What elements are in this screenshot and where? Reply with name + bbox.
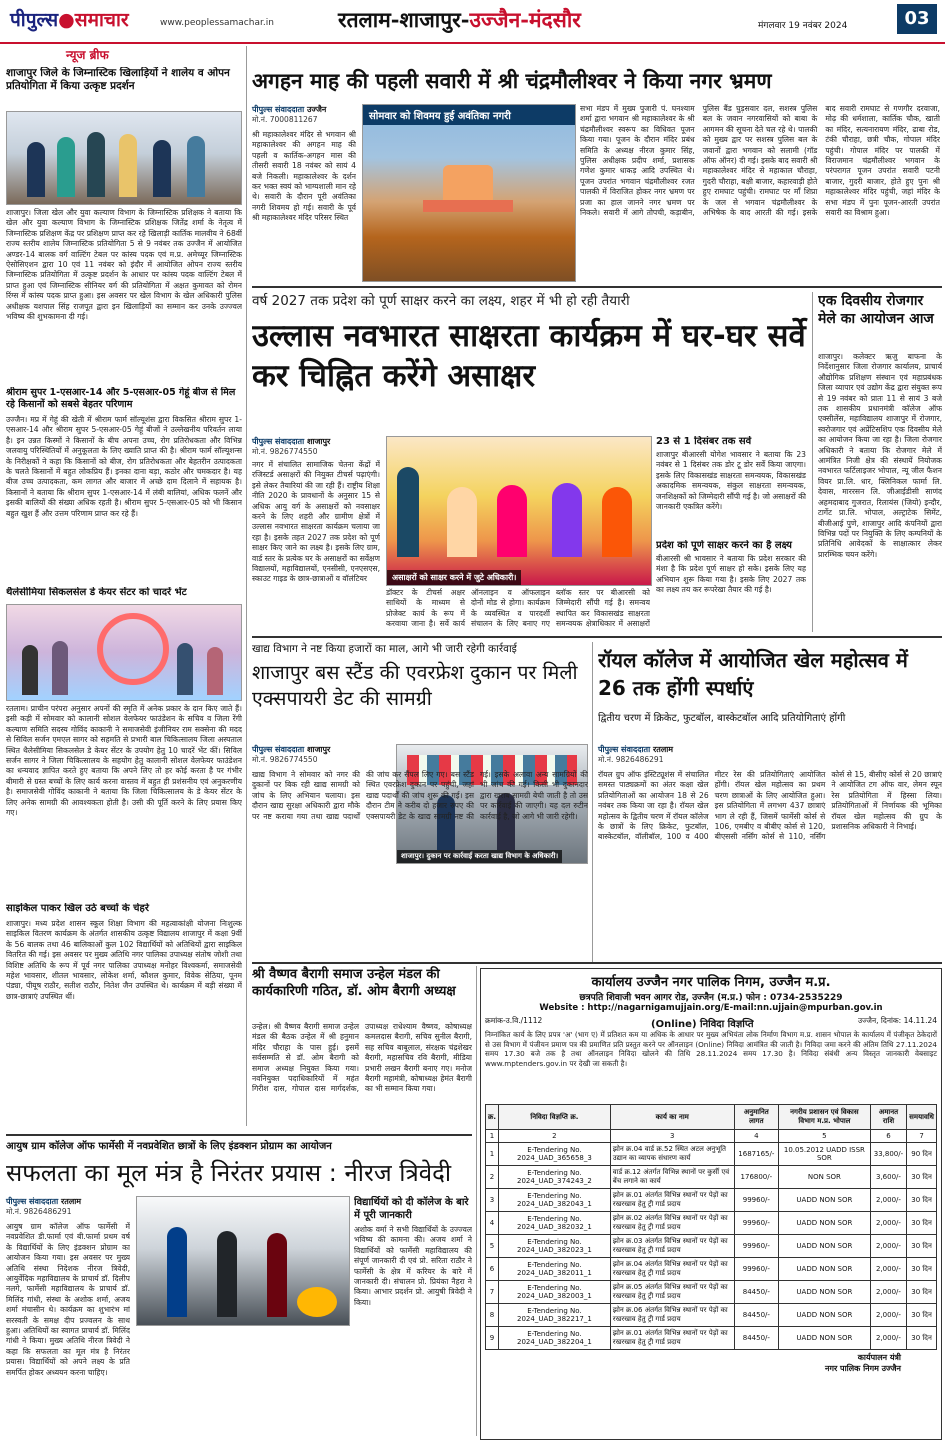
masthead bbox=[0, 0, 945, 44]
tender-table-cell: E-Tendering No. 2024_UAD_365658_3 bbox=[499, 1143, 611, 1166]
gymnastics-photo bbox=[6, 111, 242, 205]
story7-body-cont bbox=[136, 1328, 348, 1438]
story1-body-right: सभा मंडप में मुख्य पुजारी पं. घनश्याम शर्मा द्वारा भगवान श्री महाकालेश्वर के श्री चंद्रमौलीश्वर स्वरूप का विधिवत पूजन किया गया। पूजन के दौरान मंदिर प्रबंध समिति के अध्यक्ष नीरज कुमार सिंह, पुलिस अधीक्षक प्रदीप शर्मा, प्रशासक गणेश कुमार धाकड़ आदि उपस्थित थे। पूजन उपरांत भगवान चंद्रमौलीश्वर रजत पालकी में विराजित होकर नगर भ्रमण पर प्रजा का हाल जानने नगर भ्रमण पर निकले। सवारी में आगे तोपची, कड़ाबीन, पुलिस बैंड घुड़सवार दल, सशस्त्र पुलिस बल के जवान नगरवासियों को बाबा के आगमन की सूचना देते चल रहे थे। पालकी को मुख्य द्वार पर सशस्त्र पुलिस बल के जवानों द्वारा भगवान को सलामी (गॉड ऑफ ऑनर) दी गई। इसके बाद सवारी श्री महाकालेश्वर मंदिर से महाकाल चौराहा, गुदरी चौराहा, बक्षी बाजार, कहारवाड़ी होते हुए रामघाट पहुंची। रामघाट पर माँ शिप्रा के जल से भगवान चंद्रमौलीश्वर के अभिषेक के बाद आरती की गई। इसके बाद सवारी रामघाट से गणगौर दरवाजा, मोढ़ की धर्मशाला, कार्तिक चौक, खाती का मंदिर, सत्यनारायण मंदिर, ढाबा रोड, टंकी चौराहा, छत्री चौक, गोपाल मंदिर पहुंची। गोपाल मंदिर पर पालकी में विराजमान चंद्रमौलीश्वर भगवान के परंपरागत पूजन उपरांत सवारी पटनी बाजार, गुदरी बाजार, होते हुए पुनः श्री महाकालेश्वर मंदिर पहुंची, जहां मंदिर के सभा मंडप में पुनः पूजन-आरती उपरांत सवारी का विश्राम हुआ। bbox=[580, 104, 940, 218]
tender-table-cell: 2,000/- bbox=[870, 1258, 906, 1281]
tender-table-header bbox=[486, 1105, 937, 1130]
tender-table-colnums bbox=[486, 1130, 937, 1143]
tender-table-cell: झोन क्र.05 अंतर्गत विभिन्न स्थानों पर पेड़ों का रखरखाव हेतु ट्री गार्ड प्रदाय bbox=[610, 1281, 734, 1304]
tender-table-cell: झोन क्र.02 अंतर्गत विभिन्न स्थानों पर पेड़ों का रखरखाव हेतु ट्री गार्ड प्रदाय bbox=[610, 1212, 734, 1235]
tender-col-header: नगरीय प्रशासन एवं विकास विभाग म.प्र. भोपाल bbox=[779, 1105, 871, 1130]
story4-byline: पीपुल्स संवाददाता शाजापुर bbox=[252, 745, 331, 754]
tender-table-cell: E-Tendering No. 2024_UAD_382023_1 bbox=[499, 1235, 611, 1258]
page-number: 03 bbox=[897, 4, 937, 34]
tender-table bbox=[485, 1104, 937, 1350]
section-divider bbox=[6, 1134, 472, 1136]
story2-side-b1: शाजापुर बीआरसी योगेश भावसार ने बताया कि 23 नवंबर से 1 दिसंबर तक डोर टू डोर सर्वे किया जाएगा। इसके लिए विकासखंड साक्षरता समन्वयक, विकासखंड अकादमिक समन्वयक, संकुल साक्षरता समन्वयक, जनशिक्षकों को जिम्मेदारी सौंपी गई है। जो असाक्षरों की जानकारी एकत्रित करेंगे। bbox=[656, 450, 806, 512]
story2-sidebar bbox=[656, 436, 806, 618]
story5-subhead: द्वितीय चरण में क्रिकेट, फुटबॉल, बास्केटबॉल आदि प्रतियोगिताएं होंगी bbox=[598, 713, 846, 724]
tender-col-number: 5 bbox=[779, 1130, 871, 1143]
tender-table-cell: 3 bbox=[486, 1189, 499, 1212]
newspaper-logo[interactable]: पीपुल्स●समाचार bbox=[10, 9, 129, 31]
tender-table-cell: झोन क्र.03 अंतर्गत विभिन्न स्थानों पर पेड़ों का रखरखाव हेतु ट्री गार्ड प्रदाय bbox=[610, 1235, 734, 1258]
tender-table-cell: 8 bbox=[486, 1304, 499, 1327]
tender-table-cell: 84450/- bbox=[734, 1327, 778, 1350]
tender-table-row bbox=[486, 1143, 937, 1166]
story4-kicker: खाद्य विभाग ने नष्ट किया हजारों का माल, आगे भी जारी रहेगी कार्रवाई bbox=[252, 643, 517, 655]
tender-table-cell: 30 दिन bbox=[907, 1166, 937, 1189]
tender-table-cell: 3,600/- bbox=[870, 1166, 906, 1189]
brief-headline-2: श्रीराम सुपर 1-एसआर-14 और 5-एसआर-05 गेहूं बीज से मिल रहे किसानों को सबसे बेहतर परिणाम bbox=[6, 387, 236, 410]
story5-place: रतलाम bbox=[652, 745, 674, 754]
edition-title: रतलाम-शाजापुर-उज्जैन-मंदसौर bbox=[338, 7, 581, 32]
brief-body-3: रतलाम। प्राचीन परंपरा अनुसार अपनों की स्मृति में अनेक प्रकार के दान किए जाते हैं। इसी कड़ी में सोमवार को कालानी सोशल वेलफेयर फाउंडेशन के सचिव व जिला रेंगी कल्याण समिति सदस्य गोविंद काकानी ने समाजसेवी इंजीनियर राम सक्सेना की मदद से सिविल सर्जन एमएल सागर को सहमति से प्रभारी बाल चिकित्सालय जिला अस्पताल स्थित थैलेसीमिया सिकलसेल डे केयर सेंटर के उपयोग हेतु 10 चादरें भेंट कीं। सिविल सर्जन सागर ने जिला चिकित्सालय के सहयोग हेतु कालानी सोशल वेलफेयर फाउंडेशन का धन्यवाद ज्ञापित करते हुए बताया कि अपने लिए तो हर कोई करता है पर गंभीर बीमारी से ग्रस्त बच्चों के लिए कार्य करना वास्तव में बहुत ही प्रशंसनीय एवं अनुकरणीय है। समाजसेवी गोविंद काकानी ने बताया कि जिला चिकित्सालय के डे केयर सेंटर के लिए अनेक सामग्री की आवश्यकता होती है। उसी की पूर्ति करने के लिए प्रयास किए गए। bbox=[6, 704, 242, 818]
section-divider bbox=[252, 962, 942, 964]
story2-photo-caption: असाक्षरों को साक्षर करने में जुटे अधिकारी। bbox=[387, 570, 521, 585]
story2-body-mid: डॉक्टर के टीचर्स अक्षर साथियों के माध्यम से प्रोजेक्ट कार्य के रूप में करवाया जाना है। सर्वे कार्य ऑनलाइन व ऑफलाइन दोनों मोड से होगा। कार्यक्रम के व्यवस्थित व पारदर्शी संचालन के लिए बनाए गए bbox=[386, 588, 550, 629]
tender-address: छत्रपति शिवाजी भवन आगर रोड, उज्जैन (म.प्र.) फोन : 0734-2535229 bbox=[579, 993, 843, 1003]
story1-body-left: श्री महाकालेश्वर मंदिर से भगवान श्री महाकालेश्वर की अगहन माह की पहली व कार्तिक-अगहन मास की तीसरी सवारी 18 नवंबर को सायं 4 बजे निकली। महाकालेश्वर के दर्शन कर भक्त स्वयं को भाग्यशाली मान रहे थे। सवारी के दौरान पूरी अवंतिका नगरी शिवमय हो गई। सवारी के पूर्व श्री महाकालेश्वर मंदिर परिसर स्थित bbox=[252, 130, 356, 223]
tender-table-cell: 30 दिन bbox=[907, 1327, 937, 1350]
tender-table-row bbox=[486, 1327, 937, 1350]
tender-notice-text: निम्नांकित कार्य के लिए प्रपत्र 'अ' (भाग ए) में प्रतिशत कम या अधिक के आधार पर मुख्य अभियंता लोक निर्माण विभाग म.प्र. शासन भोपाल के कार्यालय में पंजीकृत ठेकेदारों से उस विभाग में पंजीयन प्रमाण पत्र की प्रमाणित प्रति प्रस्तुत करने पर ऑनलाइन (Online) निविदा आमंत्रित की जाती है। निविदा जमा करने की अंतिम तिथि 27.11.2024 समय 17.30 बजे तक है तथा ऑनलाइन निविदा खोलने की तिथि 28.11.2024 समय 17.30 है। निविदा संबंधी अन्य विस्तृत जानकारी वेबसाइट www.mptenders.gov.in पर देखी जा सकती है। bbox=[485, 1030, 937, 1068]
story4-byline-block bbox=[252, 744, 392, 765]
tender-table-cell: 2,000/- bbox=[870, 1235, 906, 1258]
tender-signature-org: नगर पालिक निगम उज्जैन bbox=[825, 1364, 901, 1373]
section-divider bbox=[252, 286, 942, 288]
tender-table-cell: E-Tendering No. 2024_UAD_382204_1 bbox=[499, 1327, 611, 1350]
tender-signature bbox=[481, 1352, 941, 1374]
tender-table-cell: 30 दिन bbox=[907, 1304, 937, 1327]
story2-body-left: नगर में संचालित सामाजिक चेतना केंद्रों में रजिस्टर्ड असाक्षरों की नियुक्त टीचर्स पढ़ाएंगी। इसे लेकर तैयारियां की जा रही हैं। राष्ट्रीय शिक्षा नीति 2020 के प्रावधानों के अनुसार 15 से अधिक आयु वर्ग के असाक्षरों को नवसाक्षर करने के लिए शहरी और ग्रामीण क्षेत्रों में उल्लास नवभारत साक्षरता कार्यक्रम चलाया जा रहा है। इसके तहत 2027 तक प्रदेश को पूर्ण साक्षर किए जाने का लक्ष्य है। इसके लिए ग्राम, वार्ड स्तर के प्रत्येक घर के असाक्षरों का सर्वेक्षण विद्यालयों, महाविद्यालयों, एनसीसी, एनएसएस, स्काउट गाइड के छात्र-छात्राओं व वॉलंटियर bbox=[252, 460, 380, 584]
story7-mobile: मो.नं. 9826486291 bbox=[6, 1207, 72, 1216]
story2-place: शाजापुर bbox=[306, 437, 331, 446]
story1-photo bbox=[362, 104, 576, 282]
tender-col-header: क्र. bbox=[486, 1105, 499, 1130]
story6-body: उन्हेल। श्री वैष्णव बैरागी समाज उन्हेल मंडल की बैठक उन्हेल में श्री हनुमान मंदिर चौराहा के पास हुई। इसमें सर्वसम्मति से डॉ. ओम बैरागी को समाज अध्यक्ष नियुक्त किया गया। नवनियुक्त पदाधिकारियों में महंत गिरीश दास, गोपाल दास मार्गदर्शक, उपाध्यक्ष राधेश्याम वैष्णव, कोषाध्यक्ष कमलदास बैरागी, सचिव सुनील बैरागी, सह सचिव बाबूलाल, संरक्षक चंद्रशेखर बैरागी, महासचिव रवि बैरागी, मीडिया प्रभारी लखन बैरागी बनाए गए। मनोज बैरागी महामंत्री, कोषाध्यक्ष हेमंत बैरागी का भी सम्मान किया गया। bbox=[252, 1022, 472, 1094]
tender-table-cell: 10.05.2012 UADD ISSR SOR bbox=[779, 1143, 871, 1166]
tender-col-header: समयावधि bbox=[907, 1105, 937, 1130]
tender-table-cell: E-Tendering No. 2024_UAD_382032_1 bbox=[499, 1212, 611, 1235]
section-divider bbox=[252, 636, 942, 638]
story7-place: रतलाम bbox=[60, 1197, 82, 1206]
column-divider bbox=[476, 966, 477, 1436]
story2-body-right: ब्लॉक स्तर पर बीआरसी को जिम्मेदारी सौंपी गई है। समन्वय स्थापित कर विकासखंड साक्षरता समन्वयक क्षेत्राधिकार में असाक्षरों bbox=[556, 588, 650, 629]
tender-website[interactable]: Website : http://nagarnigamujjain.org/E-mail:nn.ujjain@mpurban.gov.in bbox=[539, 1003, 883, 1013]
story5-headline: रॉयल कॉलेज में आयोजित खेल महोत्सव में 26 तक होंगी स्पर्धाएं bbox=[598, 648, 908, 700]
story5-byline-block bbox=[598, 744, 738, 765]
story2-byline: पीपुल्स संवाददाता शाजापुर bbox=[252, 437, 331, 446]
column-divider bbox=[592, 642, 593, 962]
tender-table-cell: UADD NON SOR bbox=[779, 1258, 871, 1281]
tender-table-row bbox=[486, 1235, 937, 1258]
logo-dot-icon: ● bbox=[58, 9, 75, 31]
brief-headline-4: साइकिल पाकर खिल उठे बच्चों के चेहरे bbox=[6, 903, 149, 914]
tender-table-cell: 9 bbox=[486, 1327, 499, 1350]
brief-body-4: शाजापुर। मध्य प्रदेश शासन स्कूल शिक्षा विभाग की महत्वाकांक्षी योजना निःशुल्क साइकिल वितरण कार्यक्रम के अंतर्गत शासकीय उत्कृष्ट विद्यालय शाजापुर में कक्षा 9वीं के 56 बालक तथा 46 बालिकाओं कुल 102 विद्यार्थियों को अतिथियों द्वारा साइकिल वितरित की गई। इस अवसर पर मुख्य अतिथि नगर पालिका उपाध्यक्ष संतोष जोशी तथा विशिष्ट अतिथि के रूप में पूर्व नगर पालिका उपाध्यक्ष मनोहर विश्वकर्मा, समाजसेवी महेश भावसार, शीतल भावसार, लोकेश शर्मा, कौशल कुमार, विवेक सेठिया, पूनम पंड्या, पीयूष राठौर, सतीश राठौर, नितेश जैन उपस्थित थे। कार्यक्रम में बड़ी संख्या में छात्र-छात्राएं उपस्थित थीं। bbox=[6, 919, 242, 1001]
tender-table-cell: UADD NON SOR bbox=[779, 1235, 871, 1258]
story7-sidebar bbox=[354, 1196, 472, 1425]
brief-body-2: उज्जैन। मप्र में गेहूं की खेती में श्रीराम फार्म सॉल्यूशंस द्वारा विकसित श्रीराम सुपर 1-एसआर-14 और श्रीराम सुपर 5-एसआर-05 गेहूं बीजों ने उल्लेखनीय परिवर्तन लाया है। इन उन्नत किस्मों ने किसानों के बीच अपना उच्च, रोग प्रतिरोधकता और विभिन्न जलवायु परिस्थितियों में अनुकूलता के लिए ख्याति प्राप्त की है। श्रीराम फार्म सॉल्यूशन्स के निरीक्षकों ने कहा कि किसानों को बीज, रोग प्रतिरोधकता और बेहतरीन उत्पादकता के चलते किसानों में बहुत लोकप्रिय हैं। इनका दाना बड़ा, कठोर और चमकदार है। यह बीज उच्च उत्पादकता, कम लागत और बाजार में अच्छे दाम दिलाने में सहायक है। किसानों ने बताया कि श्रीराम सुपर 1-एसआर-14 में लंबी बालियां, अधिक फलनें और इसकी बालियों की संख्या अधिक रहती है। श्रीराम सुपर 5-एसआर-05 को भी किसान बहुत खुश हैं और उत्तम परिणाम प्राप्त कर रहे हैं। bbox=[6, 415, 242, 518]
tender-table-cell: 2,000/- bbox=[870, 1212, 906, 1235]
tender-col-header: अमानत राशि bbox=[870, 1105, 906, 1130]
story7-body: आयुष ग्राम कॉलेज ऑफ फार्मेसी में नवप्रवेशित डी.फार्मा एवं बी.फार्मा प्रथम वर्ष के विद्यार्थियों के लिए इंडक्शन प्रोग्राम का आयोजन किया गया। इस अवसर पर मुख्य अतिथि संस्था निदेशक नीरज त्रिवेदी, आयुर्वेदिक महाविद्यालय के प्राचार्य डॉ. दिलीप नलगे, फार्मेसी महाविद्यालय के प्राचार्य डॉ. मिलिंद गांधी, संस्था के अशोक शर्मा, अजय शर्मा मंचासीन थे। कार्यक्रम का शुभारंभ मां सरस्वती के समक्ष दीप प्रज्वलन के साथ हुआ। अतिथियों का स्वागत प्राचार्य डॉ. मिलिंद गांधी ने किया। मुख्य अतिथि नीरज त्रिवेदी ने कहा कि सफलता का मूल मंत्र है निरंतर प्रयास। विद्यार्थियों को अपने लक्ष्य के प्रति समर्पित होकर अध्ययन करना चाहिए। bbox=[6, 1222, 130, 1377]
tender-col-header: निविदा विज्ञप्ति क्र. bbox=[499, 1105, 611, 1130]
tender-table-cell: झोन क्र.04 अंतर्गत विभिन्न स्थानों पर पेड़ों का रखरखाव हेतु ट्री गार्ड प्रदाय bbox=[610, 1258, 734, 1281]
tender-table-cell: 90 दिन bbox=[907, 1143, 937, 1166]
tender-table-cell: UADD NON SOR bbox=[779, 1327, 871, 1350]
story4-mobile: मो.नं. 9826774550 bbox=[252, 755, 318, 764]
brief-body-1: शाजापुर। जिला खेल और युवा कल्याण विभाग के जिम्नास्टिक प्रशिक्षक ने बताया कि खेल और युवा कल्याण विभाग के जिम्नास्टिक प्रशिक्षक जितेंद्र शर्मा के नेतृत्व में जिम्नास्टिक प्रशिक्षण केंद्र पर प्रशिक्षण प्राप्त कर रहे खिलाड़ी कार्तिक मालवीय ने 68वीं राज्य स्तरीय शालेय जिम्नास्टिक प्रतियोगिता 5 से 9 नवंबर तक उज्जैन में आयोजित अण्डर-14 बालक वर्ग वाल्टिंग टेबल पर कांस्य पदक एवं म.प्र. अमेच्यूर जिम्नास्टिक ऐसोसिएशन द्वारा 10 एवं 11 नवंबर को इंदौर में आयोजित ओपन राज्य स्तरीय जिम्नास्टिक प्रतियोगिता में उत्कृष्ट प्रदर्शन के आधार पर कांस्य पदक वाल्टिंग टेबल में प्राप्त हुआ एवं जिम्नास्टिक सीनियर वर्ग की प्रतियोगिता में अक्षत कुमावत को रोमन रिंग्स में कांस्य पदक प्राप्त हुआ। इस अवसर पर खेल विभाग के खेल अधिकारी पुलिस अधीक्षक यशपाल सिंह राजपूत द्वारा इन खिलाड़ियों का सम्मान कर उनके उज्ज्वल भविष्य की शुभकामना दी गई। bbox=[6, 208, 242, 322]
tender-table-cell: 84450/- bbox=[734, 1281, 778, 1304]
story1-byline: पीपुल्स संवाददाता उज्जैन bbox=[252, 105, 327, 114]
tender-table-cell: 5 bbox=[486, 1235, 499, 1258]
tender-table-cell: 30 दिन bbox=[907, 1189, 937, 1212]
tender-notice bbox=[480, 968, 942, 1440]
story2-byline-block bbox=[252, 436, 392, 457]
story7-byline-block bbox=[6, 1196, 146, 1217]
story4-headline: शाजापुर बस स्टैंड की एवरफ्रेश दुकान पर मिली एक्सपायरी डेट की सामग्री bbox=[252, 661, 578, 710]
story5-mobile: मो.नं. 9826486291 bbox=[598, 755, 664, 764]
tender-table-cell: 7 bbox=[486, 1281, 499, 1304]
tender-table-cell: 99960/- bbox=[734, 1212, 778, 1235]
story6-headline: श्री वैष्णव बैरागी समाज उन्हेल मंडल की कार्यकारिणी गठित, डॉ. ओम बैरागी अध्यक्ष bbox=[252, 967, 456, 999]
tender-table-row bbox=[486, 1166, 937, 1189]
story3-headline: एक दिवसीय रोजगार मेले का आयोजन आज bbox=[818, 293, 934, 327]
story1-byline-block bbox=[252, 104, 362, 125]
tender-table-cell: 30 दिन bbox=[907, 1258, 937, 1281]
brief-headline-1: शाजापुर जिले के जिम्नास्टिक खिलाड़ियों ने शालेय व ओपन प्रतियोगिता में किया उत्कृष्ट प्रदर्शन bbox=[6, 67, 230, 92]
tender-table-cell: 176800/- bbox=[734, 1166, 778, 1189]
news-brief-label: न्यूज ब्रीफ bbox=[66, 48, 109, 62]
tender-table-cell: E-Tendering No. 2024_UAD_374243_2 bbox=[499, 1166, 611, 1189]
tender-table-row bbox=[486, 1212, 937, 1235]
story5-body: रॉयल ग्रुप ऑफ इंस्टिट्यूशंस में संचालित समस्त पाठ्यक्रमों का अंतर कक्षा खेल प्रतियोगिताओं का आयोजन 18 से 26 नवंबर तक किया जा रहा है। रॉयल खेल महोत्सव के द्वितीय चरण में रॉयल कॉलेज के छात्रों के लिए क्रिकेट, फुटबॉल, बास्केटबॉल, वॉलीबॉल, 100 व 400 मीटर रेस की प्रतियोगिताएं आयोजित होंगी। रॉयल खेल महोत्सव का प्रथम चरण छात्राओं के लिए आयोजित हुआ। इस प्रतियोगिता में लगभग 437 छात्राएं भाग ले रही हैं, जिसमें फार्मेसी कोर्स से 106, एमबीए व बीबीए कोर्स से 120, बीएससी नर्सिंग कोर्स से 110, नर्सिंग कोर्स से 15, बीसीए कोर्स से 20 छात्राएं ने आयोजित टग ऑफ वार, लेमन स्पून रेस प्रतियोगिता में हिस्सा लिया। प्रतियोगिताओं में निर्णायक की भूमिका रॉयल खेल महोत्सव की ग्रुप के प्रशासनिक अधिकारी ने निभाई। bbox=[598, 770, 942, 842]
tender-col-number: 2 bbox=[499, 1130, 611, 1143]
story4-photo-caption: शाजापुर। दुकान पर कार्रवाई करता खाद्य विभाग के अधिकारी। bbox=[397, 850, 562, 863]
story4-place: शाजापुर bbox=[306, 745, 331, 754]
tender-col-header: कार्य का नाम bbox=[610, 1105, 734, 1130]
story3-body: शाजापुर। कलेक्टर ऋजु बाफना के निर्देशानुसार जिला रोजगार कार्यालय, प्राचार्य औद्योगिक प्रशिक्षण संस्थान एवं महाप्रबंधक जिला व्यापार एवं उद्योग केंद्र द्वारा संयुक्त रूप से 19 नवंबर को प्रातः 11 से सायं 3 बजे तक शासकीय प्रधानमंत्री कॉलेज ऑफ एक्सीलेंस, महाविद्यालय शाजापुर में रोजगार, स्वरोजगार एवं अप्रेंटिसशिप एक दिवसीय मेले का आयोजन किया जा रहा है। जिला रोजगार अधिकारी ने बताया कि रोजगार मेले में आमंत्रित निजी क्षेत्र की संस्थायें नियोजक नवभारत फर्टिलाइजर भोपाल, न्यू जील फैशन वियर प्रा.लि. धार, क्लिनिकल फार्मा लि. देवास, माररसन लि. जीआईडीसी साणंद अहमदाबाद गुजरात, रिलायंस (जियो) इन्दौर, टार्गेट प्रा.लि. भोपाल, अल्ट्राटेक सिमेंट, बीजीआई पुणे, शाजापुर आदि कंपनियों द्वारा विभिन्न पदों पर नियुक्ति के लिए कम्पनियों के प्रतिनिधि आवेदकों के साक्षात्कार लेकर प्रारम्भिक चयन करेंगे। bbox=[818, 352, 942, 559]
story2-side-h2: प्रदेश को पूर्ण साक्षर करने का है लक्ष्य bbox=[656, 540, 792, 551]
tender-table-cell: UADD NON SOR bbox=[779, 1212, 871, 1235]
tender-table-cell: 99960/- bbox=[734, 1235, 778, 1258]
tender-table-cell: झोन क्र.06 अंतर्गत विभिन्न स्थानों पर पेड़ों का रखरखाव हेतु ट्री गार्ड प्रदाय bbox=[610, 1304, 734, 1327]
tender-col-number: 7 bbox=[907, 1130, 937, 1143]
tender-table-cell: 30 दिन bbox=[907, 1281, 937, 1304]
tender-table-cell: झोन क्र.01 अंतर्गत विभिन्न स्थानों पर पेड़ों का रखरखाव हेतु ट्री गार्ड प्रदाय bbox=[610, 1189, 734, 1212]
story7-headline: सफलता का मूल मंत्र है निरंतर प्रयास : नीरज त्रिवेदी bbox=[6, 1159, 452, 1187]
tender-table-cell: E-Tendering No. 2024_UAD_382011_1 bbox=[499, 1258, 611, 1281]
tender-col-header: अनुमानित लागत bbox=[734, 1105, 778, 1130]
tender-table-cell: 1687165/- bbox=[734, 1143, 778, 1166]
tender-table-cell: 2,000/- bbox=[870, 1304, 906, 1327]
tender-table-cell: झोन क्र.01 अंतर्गत विभिन्न स्थानों पर पेड़ों का रखरखाव हेतु ट्री गार्ड प्रदाय bbox=[610, 1327, 734, 1350]
story4-body: खाद्य विभाग ने सोमवार को नगर की दुकानों पर बिक रही खाद्य सामग्री को जांच के लिए अभियान चलाया। इस दौरान खाद्य सुरक्षा अधिकारी द्वारा मौके पर नष्ट कराया गया तथा खाद्य पदार्थों की जांच कर सैंपल लिए गए। बस स्टैंड स्थित एवरफ्रेश दुकान पर पहुंची, जहां खाद्य पदार्थों की जांच शुरू की गई। इस दौरान टीम ने करीब दो हजार रुपए की एक्सपायरी डेट के खाद्य सामग्री नष्ट की गई। इसके अलावा अन्य सामग्रियों की भी जांच की गई। किसी भी दुकानदार द्वारा खराब सामग्री बेची जाती है तो उस पर कार्रवाई की जाएगी। यह दल रुटीन कार्रवाई है, जो आगे भी जारी रहेगी। bbox=[252, 770, 588, 821]
tender-col-number: 1 bbox=[486, 1130, 499, 1143]
tender-table-cell: 30 दिन bbox=[907, 1212, 937, 1235]
tender-table-cell: UADD NON SOR bbox=[779, 1304, 871, 1327]
tender-col-number: 3 bbox=[610, 1130, 734, 1143]
tender-table-cell: 99960/- bbox=[734, 1258, 778, 1281]
tender-date: उज्जैन, दिनांक: 14.11.24 bbox=[858, 1016, 937, 1025]
website-url[interactable]: www.peoplessamachar.in bbox=[160, 18, 274, 28]
tender-table-cell: NON SOR bbox=[779, 1166, 871, 1189]
tender-ref-no: क्रमांक-उ.वि./1112 bbox=[485, 1016, 543, 1025]
tender-table-cell: 2,000/- bbox=[870, 1281, 906, 1304]
story2-side-h1: 23 से 1 दिसंबर तक सर्वे bbox=[656, 436, 752, 447]
tender-signature-title: कार्यपालन यंत्री bbox=[857, 1353, 901, 1362]
tender-table-cell: UADD NON SOR bbox=[779, 1189, 871, 1212]
story2-kicker: वर्ष 2027 तक प्रदेश को पूर्ण साक्षर करने का लक्ष्य, शहर में भी हो रही तैयारी bbox=[252, 293, 630, 309]
tender-table-cell: 2,000/- bbox=[870, 1327, 906, 1350]
story7-photo bbox=[136, 1196, 350, 1326]
tender-table-cell: झोन क्र.04 वार्ड क्र.52 स्थित अटल अनुभूति उद्यान का व्यापक संधारण कार्य bbox=[610, 1143, 734, 1166]
tender-table-cell: 84450/- bbox=[734, 1304, 778, 1327]
tender-table-cell: E-Tendering No. 2024_UAD_382003_1 bbox=[499, 1281, 611, 1304]
issue-date: मंगलवार 19 नवंबर 2024 bbox=[758, 21, 848, 31]
tender-header: कार्यालय उज्जैन नगर पालिक निगम, उज्जैन म.प्र. bbox=[591, 975, 831, 990]
news-brief-column bbox=[6, 46, 242, 1126]
story2-photo bbox=[386, 436, 652, 586]
tender-table-cell: 2 bbox=[486, 1166, 499, 1189]
column-divider bbox=[812, 292, 813, 632]
tender-table-row bbox=[486, 1304, 937, 1327]
story7-byline: पीपुल्स संवाददाता रतलाम bbox=[6, 1197, 82, 1206]
story7-side-headline: विद्यार्थियों को दी कॉलेज के बारे में पूरी जानकारी bbox=[354, 1197, 469, 1221]
tender-table-cell: 33,800/- bbox=[870, 1143, 906, 1166]
story1-photo-caption: सोमवार को शिवमय हुई अवंतिका नगरी bbox=[363, 105, 575, 125]
tender-col-number: 4 bbox=[734, 1130, 778, 1143]
tender-table-cell: E-Tendering No. 2024_UAD_382043_1 bbox=[499, 1189, 611, 1212]
daycare-photo bbox=[6, 604, 242, 701]
story1-place: उज्जैन bbox=[306, 105, 327, 114]
story1-headline: अगहन माह की पहली सवारी में श्री चंद्रमौलीश्वर ने किया नगर भ्रमण bbox=[252, 68, 772, 93]
brief-headline-3: थैलेसीमिया सिकलसेल डे केयर सेंटर को चादरें भेंट bbox=[6, 587, 187, 598]
tender-table-cell: E-Tendering No. 2024_UAD_382217_1 bbox=[499, 1304, 611, 1327]
tender-table-cell: 6 bbox=[486, 1258, 499, 1281]
tender-title: (Online) निविदा विज्ञप्ति bbox=[651, 1019, 754, 1030]
tender-table-cell: वार्ड क्र.12 अंतर्गत विभिन्न स्थानों पर कुर्सी एवं बेंच लगाने का कार्य bbox=[610, 1166, 734, 1189]
story1-mobile: मो.नं. 7000811267 bbox=[252, 115, 318, 124]
story7-side-body: अशोक वर्मा ने सभी विद्यार्थियों के उज्ज्वल भविष्य की कामना की। अजय शर्मा ने विद्यार्थियों को फार्मेसी महाविद्यालय की संपूर्ण जानकारी दी एवं प्रो. सरिता राठौर ने फार्मेसी के क्षेत्र में करियर के बारे में जानकारी दी। संचालन प्रो. प्रियंका नैहरा ने किया। आभार प्रदर्शन प्रो. आयुषी त्रिवेदी ने किया। bbox=[354, 1225, 472, 1307]
tender-table-row bbox=[486, 1258, 937, 1281]
tender-table-cell: 1 bbox=[486, 1143, 499, 1166]
story7-kicker: आयुष ग्राम कॉलेज ऑफ फार्मेसी में नवप्रवेशित छात्रों के लिए इंडक्शन प्रोग्राम का आयोजन bbox=[6, 1141, 332, 1152]
tender-table-cell: UADD NON SOR bbox=[779, 1281, 871, 1304]
story2-headline: उल्लास नवभारत साक्षरता कार्यक्रम में घर-घर सर्वे कर चिह्नित करेंगे असाक्षर bbox=[252, 318, 806, 394]
tender-col-number: 6 bbox=[870, 1130, 906, 1143]
tender-table-cell: 30 दिन bbox=[907, 1235, 937, 1258]
tender-table-row bbox=[486, 1281, 937, 1304]
tender-table-cell: 4 bbox=[486, 1212, 499, 1235]
story5-byline: पीपुल्स संवाददाता रतलाम bbox=[598, 745, 674, 754]
story2-mobile: मो.नं. 9826774550 bbox=[252, 447, 318, 456]
tender-table-cell: 2,000/- bbox=[870, 1189, 906, 1212]
tender-table-cell: 99960/- bbox=[734, 1189, 778, 1212]
story2-side-b2: बीआरसी श्री भावसार ने बताया कि प्रदेश सरकार की मंशा है कि प्रदेश पूर्ण साक्षर हो सके। इसके लिए यह अभियान शुरू किया गया है। इसके लिए 2027 तक का लक्ष्य तय कर रूपरेखा तैयार की गई है। bbox=[656, 554, 806, 595]
column-divider bbox=[246, 46, 247, 1126]
tender-table-row bbox=[486, 1189, 937, 1212]
